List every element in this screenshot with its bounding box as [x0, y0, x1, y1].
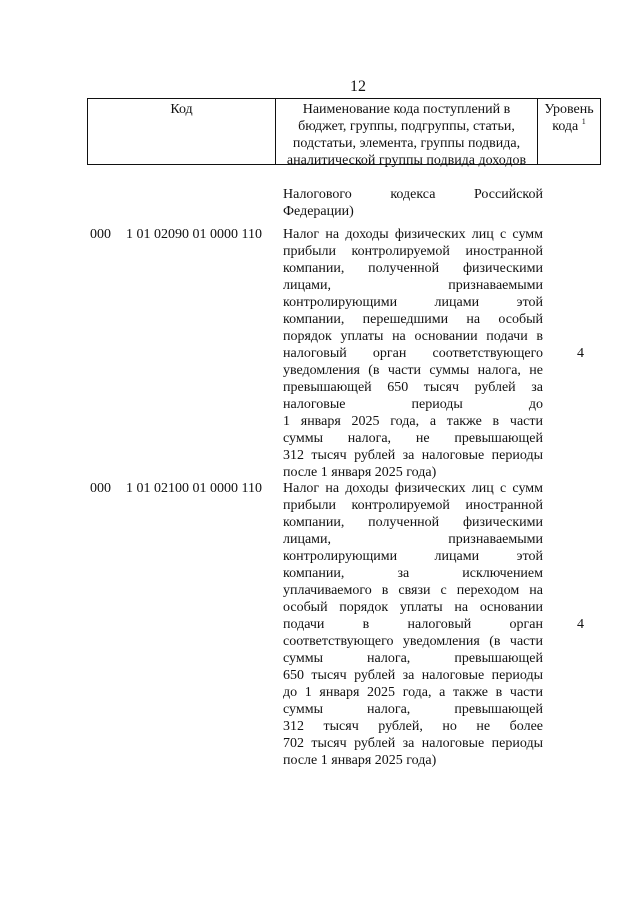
name-line: суммы налога, превышающей [283, 651, 543, 666]
name-line: соответствующего уведомления (в части [283, 634, 543, 649]
name-line: прибыли контролируемой иностранной [283, 498, 543, 513]
name-line: порядок уплаты на основании подачи в [283, 329, 543, 344]
table-header [87, 98, 601, 168]
name-line: суммы налога, не превышающей [283, 431, 543, 446]
name-line: до 1 января 2025 года, а также в части [283, 685, 543, 700]
name-line: уведомления (в части суммы налога, не [283, 363, 543, 378]
header-name-column [276, 99, 538, 168]
name-line: компании, за исключением [283, 566, 543, 581]
name-line: контролирующими лицами этой [283, 295, 543, 310]
code-level: 4 [577, 346, 584, 361]
name-line: особый порядок уплаты на основании [283, 600, 543, 615]
name-line: лицами, признаваемыми [283, 278, 543, 293]
header-level-kod: кода [552, 119, 579, 134]
name-line: компании, полученной физическими [283, 515, 543, 530]
name-line: 1 января 2025 года, а также в части [283, 414, 543, 429]
header-name-line: бюджет, группы, подгруппы, статьи, [298, 119, 515, 134]
name-line: 312 тысяч рублей, но не более [283, 719, 543, 734]
name-line: 650 тысяч рублей за налоговые периоды [283, 668, 543, 683]
name-line: Федерации) [283, 204, 354, 219]
header-level-label: Уровень [544, 102, 594, 117]
name-line: компании, полученной физическими [283, 261, 543, 276]
header-code-label: Код [170, 102, 193, 117]
name-line: 702 тысяч рублей за налоговые периоды [283, 736, 543, 751]
page-number: 12 [350, 78, 366, 95]
admin-code: 000 [90, 227, 111, 242]
name-line: Налогового кодекса Российской [283, 187, 543, 202]
name-line: компании, перешедшими на особый [283, 312, 543, 327]
footnote-marker: 1 [581, 117, 586, 126]
name-line: налоговые периоды до [283, 397, 543, 412]
revenue-name [283, 226, 543, 481]
name-line: прибыли контролируемой иностранной [283, 244, 543, 259]
name-line: Налог на доходы физических лиц с сумм [283, 481, 543, 496]
header-name-line: аналитической группы подвида доходов [286, 153, 527, 168]
name-line: превышающей 650 тысяч рублей за [283, 380, 543, 395]
revenue-name [283, 480, 543, 769]
revenue-code: 1 01 02100 01 0000 110 [126, 481, 262, 496]
name-line: уплачиваемого в связи с переходом на [283, 583, 543, 598]
header-level-column [538, 99, 600, 164]
continuation-name [283, 186, 543, 220]
name-line: Налог на доходы физических лиц с сумм [283, 227, 543, 242]
name-line: после 1 января 2025 года) [283, 465, 437, 480]
admin-code: 000 [90, 481, 111, 496]
name-line: подачи в налоговый орган [283, 617, 543, 632]
header-name-line: подстатьи, элемента, группы подвида, [292, 136, 521, 151]
name-line: налоговый орган соответствующего [283, 346, 543, 361]
name-line: контролирующими лицами этой [283, 549, 543, 564]
name-line: суммы налога, превышающей [283, 702, 543, 717]
name-line: 312 тысяч рублей за налоговые периоды [283, 448, 543, 463]
header-name-line: Наименование кода поступлений в [302, 102, 511, 117]
code-level: 4 [577, 617, 584, 632]
name-line: после 1 января 2025 года) [283, 753, 437, 768]
header-code-column [88, 99, 276, 164]
name-line: лицами, признаваемыми [283, 532, 543, 547]
revenue-code: 1 01 02090 01 0000 110 [126, 227, 262, 242]
header-level-label-2 [538, 118, 600, 135]
